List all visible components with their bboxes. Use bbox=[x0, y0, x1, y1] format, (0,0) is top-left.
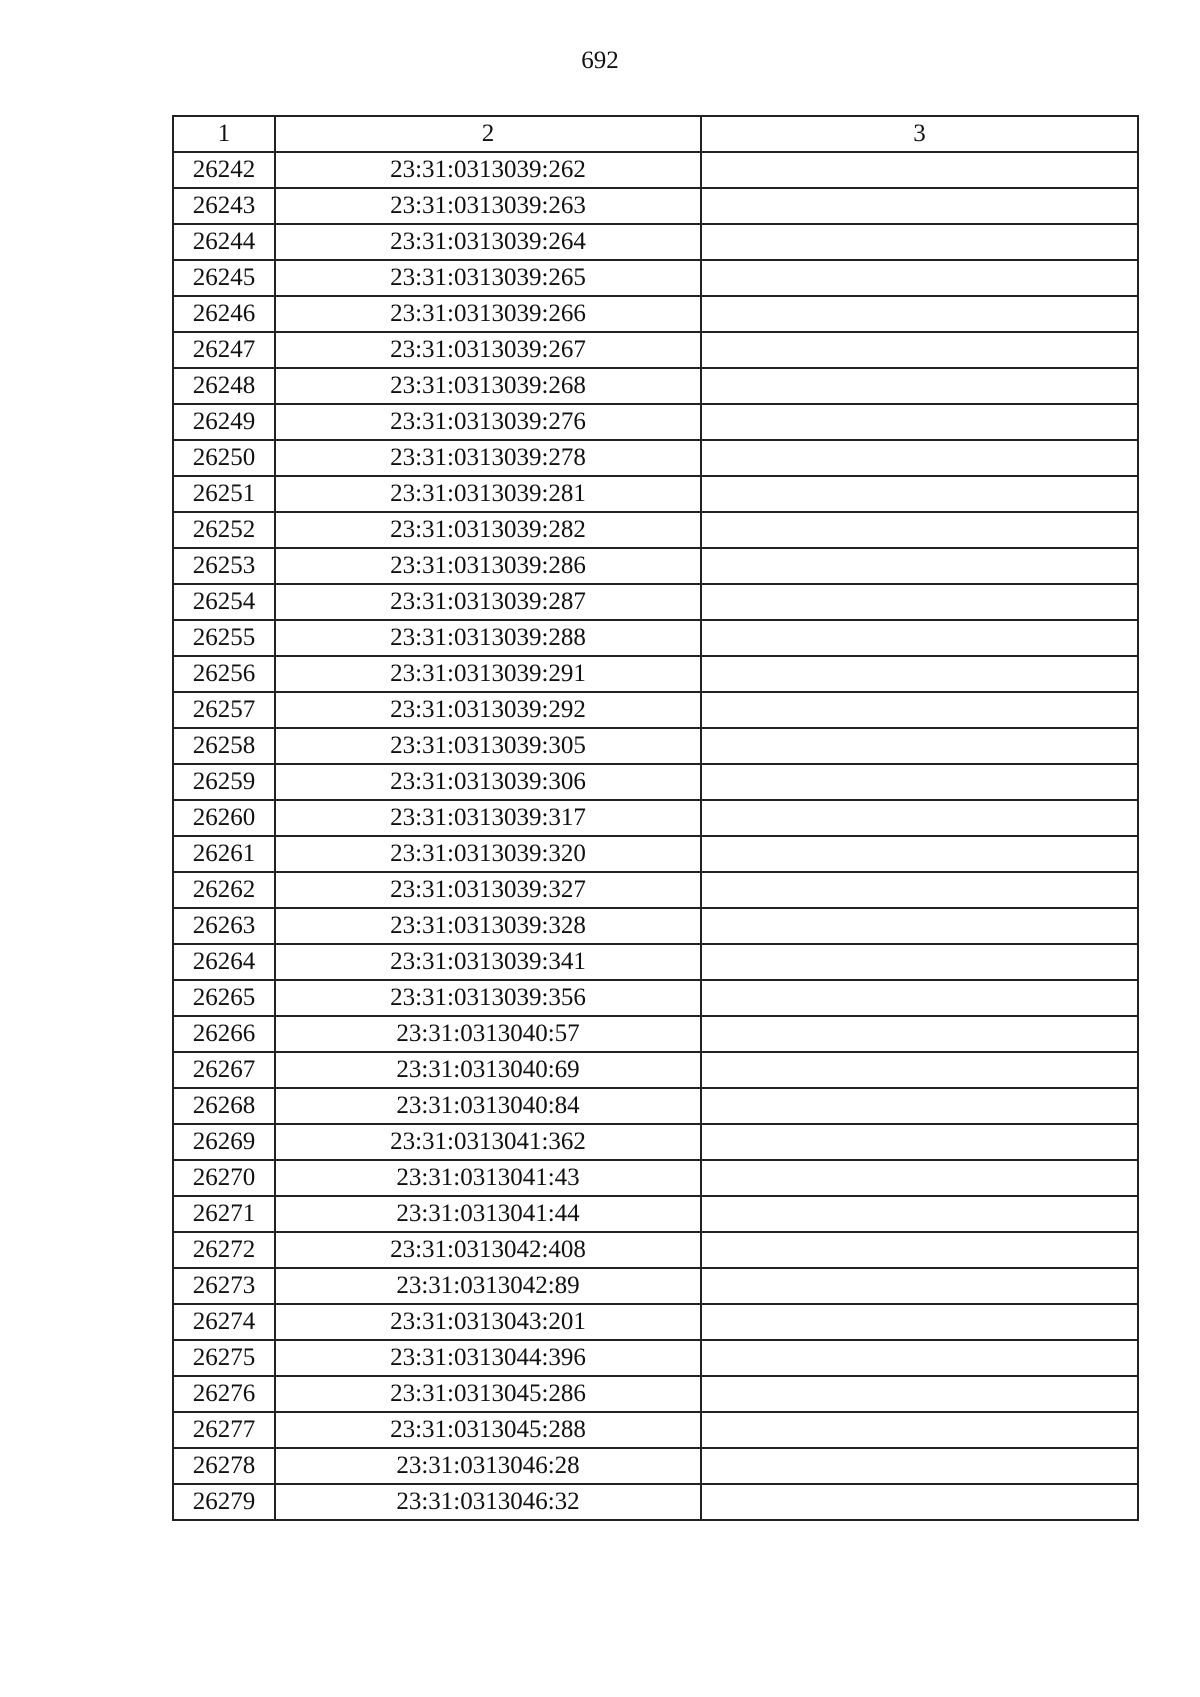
row-number-cell: 26279 bbox=[173, 1484, 275, 1520]
cadastral-number-cell: 23:31:0313039:327 bbox=[275, 872, 701, 908]
row-number-cell: 26260 bbox=[173, 800, 275, 836]
cadastral-number-cell: 23:31:0313039:282 bbox=[275, 512, 701, 548]
note-cell bbox=[701, 332, 1138, 368]
cadastral-number-cell: 23:31:0313040:57 bbox=[275, 1016, 701, 1052]
cadastral-number-cell: 23:31:0313039:288 bbox=[275, 620, 701, 656]
row-number-cell: 26263 bbox=[173, 908, 275, 944]
cadastral-number-cell: 23:31:0313045:288 bbox=[275, 1412, 701, 1448]
table-row bbox=[173, 1052, 1138, 1088]
table-row bbox=[173, 656, 1138, 692]
row-number-cell: 26258 bbox=[173, 728, 275, 764]
table-header-row bbox=[173, 116, 1138, 152]
table-row bbox=[173, 548, 1138, 584]
table-row bbox=[173, 404, 1138, 440]
cadastral-number-cell: 23:31:0313039:265 bbox=[275, 260, 701, 296]
note-cell bbox=[701, 872, 1138, 908]
note-cell bbox=[701, 1484, 1138, 1520]
row-number-cell: 26252 bbox=[173, 512, 275, 548]
note-cell bbox=[701, 836, 1138, 872]
row-number-cell: 26261 bbox=[173, 836, 275, 872]
cadastral-table bbox=[172, 115, 1139, 1521]
table-row bbox=[173, 1124, 1138, 1160]
table-row bbox=[173, 908, 1138, 944]
note-cell bbox=[701, 548, 1138, 584]
cadastral-number-cell: 23:31:0313039:263 bbox=[275, 188, 701, 224]
note-cell bbox=[701, 1412, 1138, 1448]
cadastral-number-cell: 23:31:0313039:281 bbox=[275, 476, 701, 512]
row-number-cell: 26256 bbox=[173, 656, 275, 692]
note-cell bbox=[701, 512, 1138, 548]
row-number-cell: 26254 bbox=[173, 584, 275, 620]
row-number-cell: 26250 bbox=[173, 440, 275, 476]
cadastral-number-cell: 23:31:0313039:317 bbox=[275, 800, 701, 836]
row-number-cell: 26273 bbox=[173, 1268, 275, 1304]
cadastral-number-cell: 23:31:0313039:306 bbox=[275, 764, 701, 800]
cadastral-number-cell: 23:31:0313039:341 bbox=[275, 944, 701, 980]
row-number-cell: 26246 bbox=[173, 296, 275, 332]
cadastral-number-cell: 23:31:0313042:408 bbox=[275, 1232, 701, 1268]
cadastral-number-cell: 23:31:0313039:278 bbox=[275, 440, 701, 476]
row-number-cell: 26265 bbox=[173, 980, 275, 1016]
note-cell bbox=[701, 1160, 1138, 1196]
cadastral-number-cell: 23:31:0313039:264 bbox=[275, 224, 701, 260]
table-row bbox=[173, 1340, 1138, 1376]
cadastral-number-cell: 23:31:0313039:262 bbox=[275, 152, 701, 188]
table-row bbox=[173, 224, 1138, 260]
table-row bbox=[173, 296, 1138, 332]
note-cell bbox=[701, 584, 1138, 620]
row-number-cell: 26278 bbox=[173, 1448, 275, 1484]
row-number-cell: 26257 bbox=[173, 692, 275, 728]
table-row bbox=[173, 1412, 1138, 1448]
note-cell bbox=[701, 476, 1138, 512]
cadastral-number-cell: 23:31:0313041:362 bbox=[275, 1124, 701, 1160]
table-row bbox=[173, 728, 1138, 764]
cadastral-number-cell: 23:31:0313039:320 bbox=[275, 836, 701, 872]
row-number-cell: 26272 bbox=[173, 1232, 275, 1268]
row-number-cell: 26277 bbox=[173, 1412, 275, 1448]
row-number-cell: 26276 bbox=[173, 1376, 275, 1412]
table-row bbox=[173, 1232, 1138, 1268]
note-cell bbox=[701, 1376, 1138, 1412]
row-number-cell: 26244 bbox=[173, 224, 275, 260]
note-cell bbox=[701, 1304, 1138, 1340]
cadastral-number-cell: 23:31:0313039:286 bbox=[275, 548, 701, 584]
table-row bbox=[173, 800, 1138, 836]
note-cell bbox=[701, 368, 1138, 404]
table-row bbox=[173, 1160, 1138, 1196]
row-number-cell: 26253 bbox=[173, 548, 275, 584]
note-cell bbox=[701, 656, 1138, 692]
cadastral-number-cell: 23:31:0313043:201 bbox=[275, 1304, 701, 1340]
cadastral-number-cell: 23:31:0313039:266 bbox=[275, 296, 701, 332]
table-row bbox=[173, 1376, 1138, 1412]
note-cell bbox=[701, 800, 1138, 836]
table-row bbox=[173, 512, 1138, 548]
note-cell bbox=[701, 1196, 1138, 1232]
row-number-cell: 26264 bbox=[173, 944, 275, 980]
row-number-cell: 26267 bbox=[173, 1052, 275, 1088]
note-cell bbox=[701, 1268, 1138, 1304]
cadastral-number-cell: 23:31:0313039:292 bbox=[275, 692, 701, 728]
cadastral-number-cell: 23:31:0313040:69 bbox=[275, 1052, 701, 1088]
table-row bbox=[173, 836, 1138, 872]
table-row bbox=[173, 1448, 1138, 1484]
column-header-2: 2 bbox=[275, 116, 701, 152]
note-cell bbox=[701, 1232, 1138, 1268]
column-header-1: 1 bbox=[173, 116, 275, 152]
note-cell bbox=[701, 620, 1138, 656]
note-cell bbox=[701, 1088, 1138, 1124]
table-row bbox=[173, 476, 1138, 512]
note-cell bbox=[701, 908, 1138, 944]
note-cell bbox=[701, 1448, 1138, 1484]
table-row bbox=[173, 1088, 1138, 1124]
cadastral-number-cell: 23:31:0313045:286 bbox=[275, 1376, 701, 1412]
cadastral-number-cell: 23:31:0313044:396 bbox=[275, 1340, 701, 1376]
table-row bbox=[173, 872, 1138, 908]
row-number-cell: 26249 bbox=[173, 404, 275, 440]
table-row bbox=[173, 440, 1138, 476]
table-row bbox=[173, 188, 1138, 224]
cadastral-number-cell: 23:31:0313039:268 bbox=[275, 368, 701, 404]
cadastral-number-cell: 23:31:0313039:328 bbox=[275, 908, 701, 944]
row-number-cell: 26255 bbox=[173, 620, 275, 656]
cadastral-number-cell: 23:31:0313039:356 bbox=[275, 980, 701, 1016]
note-cell bbox=[701, 692, 1138, 728]
cadastral-number-cell: 23:31:0313041:44 bbox=[275, 1196, 701, 1232]
note-cell bbox=[701, 764, 1138, 800]
note-cell bbox=[701, 1340, 1138, 1376]
table-row bbox=[173, 1268, 1138, 1304]
table-row bbox=[173, 1304, 1138, 1340]
row-number-cell: 26266 bbox=[173, 1016, 275, 1052]
note-cell bbox=[701, 260, 1138, 296]
cadastral-number-cell: 23:31:0313039:291 bbox=[275, 656, 701, 692]
note-cell bbox=[701, 224, 1138, 260]
table-row bbox=[173, 332, 1138, 368]
row-number-cell: 26262 bbox=[173, 872, 275, 908]
table-row bbox=[173, 368, 1138, 404]
page-number: 692 bbox=[581, 47, 619, 74]
row-number-cell: 26248 bbox=[173, 368, 275, 404]
row-number-cell: 26275 bbox=[173, 1340, 275, 1376]
row-number-cell: 26259 bbox=[173, 764, 275, 800]
note-cell bbox=[701, 440, 1138, 476]
cadastral-number-cell: 23:31:0313039:267 bbox=[275, 332, 701, 368]
row-number-cell: 26247 bbox=[173, 332, 275, 368]
note-cell bbox=[701, 944, 1138, 980]
row-number-cell: 26245 bbox=[173, 260, 275, 296]
row-number-cell: 26242 bbox=[173, 152, 275, 188]
table-body bbox=[173, 116, 1138, 1520]
table-row bbox=[173, 692, 1138, 728]
column-header-3: 3 bbox=[701, 116, 1138, 152]
table-row bbox=[173, 152, 1138, 188]
note-cell bbox=[701, 188, 1138, 224]
note-cell bbox=[701, 980, 1138, 1016]
note-cell bbox=[701, 1124, 1138, 1160]
cadastral-number-cell: 23:31:0313046:28 bbox=[275, 1448, 701, 1484]
note-cell bbox=[701, 296, 1138, 332]
table-row bbox=[173, 980, 1138, 1016]
row-number-cell: 26243 bbox=[173, 188, 275, 224]
note-cell bbox=[701, 152, 1138, 188]
cadastral-number-cell: 23:31:0313039:287 bbox=[275, 584, 701, 620]
row-number-cell: 26270 bbox=[173, 1160, 275, 1196]
table-row bbox=[173, 1484, 1138, 1520]
row-number-cell: 26251 bbox=[173, 476, 275, 512]
note-cell bbox=[701, 1016, 1138, 1052]
cadastral-number-cell: 23:31:0313039:276 bbox=[275, 404, 701, 440]
cadastral-number-cell: 23:31:0313046:32 bbox=[275, 1484, 701, 1520]
table-row bbox=[173, 764, 1138, 800]
table-row bbox=[173, 1196, 1138, 1232]
table-row bbox=[173, 620, 1138, 656]
note-cell bbox=[701, 404, 1138, 440]
table-row bbox=[173, 1016, 1138, 1052]
row-number-cell: 26268 bbox=[173, 1088, 275, 1124]
row-number-cell: 26269 bbox=[173, 1124, 275, 1160]
table-row bbox=[173, 260, 1138, 296]
row-number-cell: 26271 bbox=[173, 1196, 275, 1232]
row-number-cell: 26274 bbox=[173, 1304, 275, 1340]
table-row bbox=[173, 584, 1138, 620]
note-cell bbox=[701, 728, 1138, 764]
cadastral-number-cell: 23:31:0313039:305 bbox=[275, 728, 701, 764]
table-row bbox=[173, 944, 1138, 980]
cadastral-number-cell: 23:31:0313042:89 bbox=[275, 1268, 701, 1304]
note-cell bbox=[701, 1052, 1138, 1088]
cadastral-number-cell: 23:31:0313040:84 bbox=[275, 1088, 701, 1124]
cadastral-number-cell: 23:31:0313041:43 bbox=[275, 1160, 701, 1196]
